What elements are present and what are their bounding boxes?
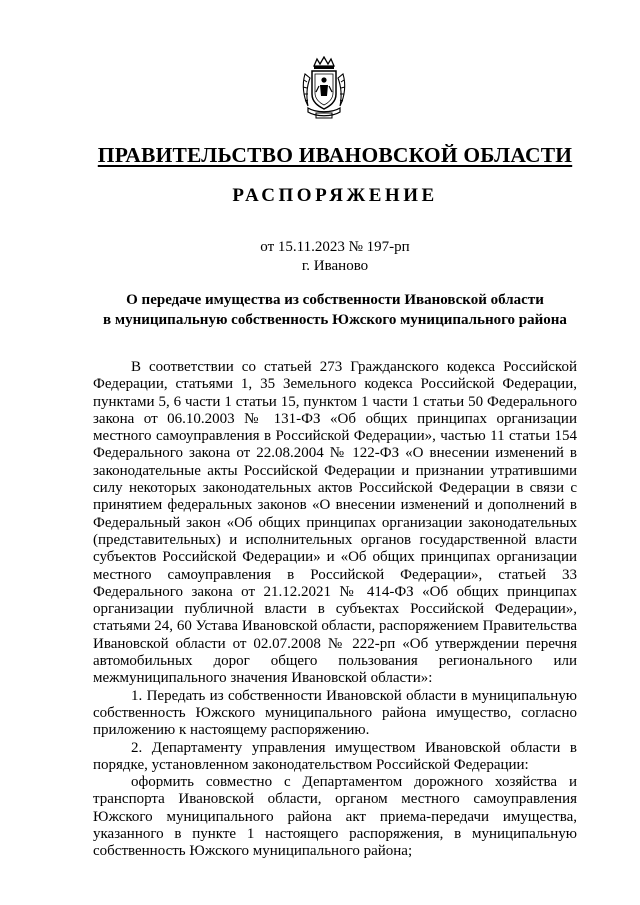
government-title	[0, 143, 640, 168]
paragraph-item-2: 2. Департаменту управления имуществом Ивановской области в порядке, установленном законодательством Российской Федерации:	[93, 739, 577, 773]
paragraph-preamble: В соответствии со статьей 273 Гражданского кодекса Российской Федерации, статьями 1, 35 Земельного кодекса Российской Федерации, пунктами 5, 6 части 1 статьи 15, пунктом 1 части 1 статьи 50 Федерального закона от 06.10.2003 № 131-ФЗ «Об общих принципах организации местного самоуправления в Российской Федерации», частью 11 статьи 154 Федерального закона от 22.08.2004 № 122-ФЗ «О внесении изменений в законодательные акты Российской Федерации и признании утратившими силу некоторых законодательных актов Российской Федерации в связи с принятием федеральных законов «О внесении изменений и дополнений в Федеральный закон «Об общих принципах организации законодательных (представительных) и исполнительных органов государственной власти субъектов Российской Федерации» и «Об общих принципах организации местного самоуправления в Российской Федерации», статьей 33 Федерального закона от 21.12.2021 № 414-ФЗ «Об общих принципах организации публичной власти в субъектах Российской Федерации», статьями 24, 60 Устава Ивановской области, распоряжением Правительства Ивановской области от 02.07.2008 № 222-рп «Об утверждении перечня автомобильных дорог общего пользования регионального или межмуниципального значения Ивановской области»:	[93, 359, 577, 687]
document-body	[93, 359, 577, 861]
subject-line-2: в муниципальную собственность Южского муниципального района	[103, 312, 567, 328]
ivanovo-coat-of-arms-icon	[300, 56, 348, 120]
subject-line-1: О передаче имущества из собственности Ивановской области	[126, 292, 544, 308]
paragraph-item-2-subitem: оформить совместно с Департаментом дорожного хозяйства и транспорта Ивановской области, органом местного самоуправления Южского муниципального района акт приема-передачи имущества, указанного в пункте 1 настоящего распоряжения, в муниципальную собственность Южского муниципального района;	[93, 774, 577, 860]
paragraph-item-1: 1. Передать из собственности Ивановской области в муниципальную собственность Южского муниципального района имущество, согласно приложению к настоящему распоряжению.	[93, 687, 577, 739]
document-type: РАСПОРЯЖЕНИЕ	[232, 185, 438, 206]
document-subject	[0, 290, 640, 330]
document-date-number: от 15.11.2023 № 197-рп	[260, 239, 410, 255]
document-city: г. Иваново	[301, 258, 369, 274]
government-title-text: ПРАВИТЕЛЬСТВО ИВАНОВСКОЙ ОБЛАСТИ	[97, 143, 573, 167]
